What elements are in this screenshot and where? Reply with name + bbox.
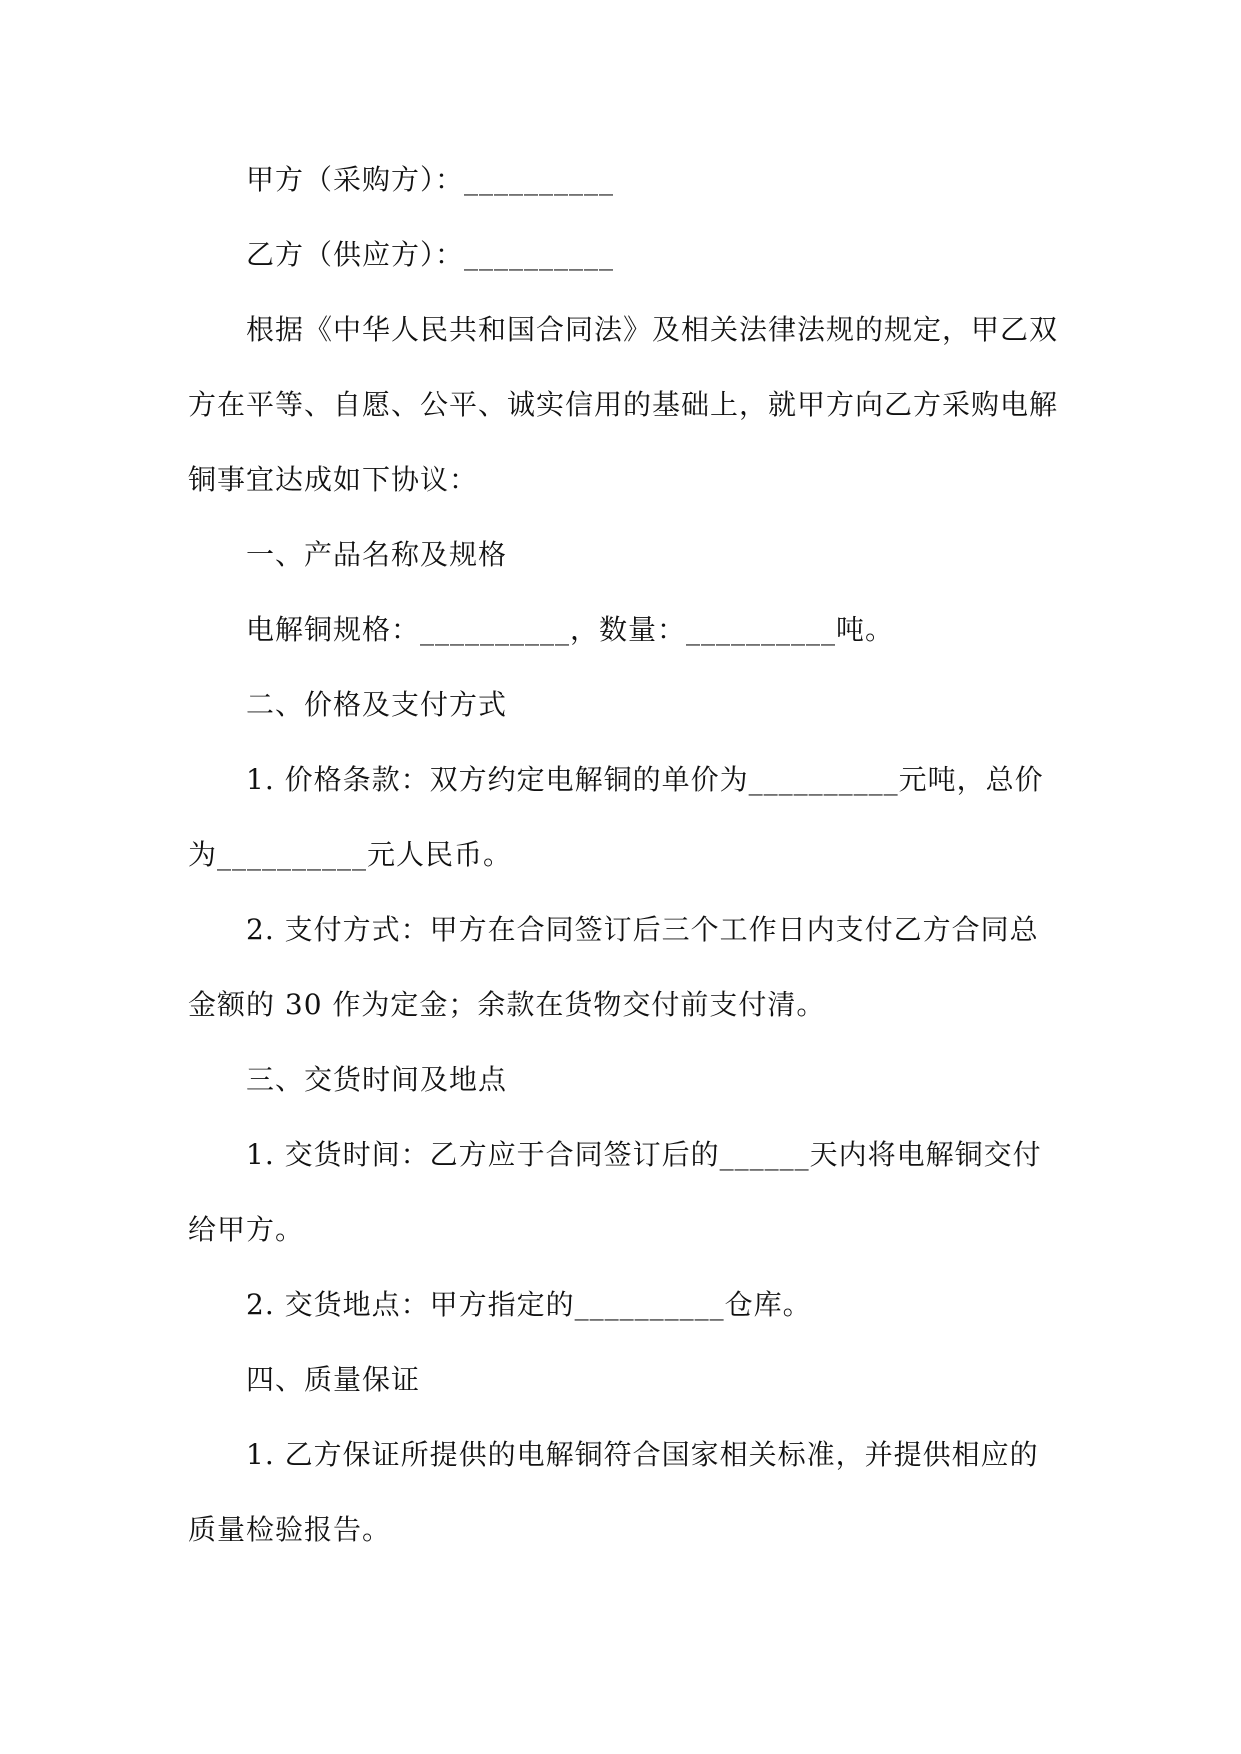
section-heading-delivery: 三、交货时间及地点 xyxy=(246,1063,508,1096)
party-a-line: 甲方（采购方）：__________ xyxy=(246,163,615,196)
section-heading-product: 一、产品名称及规格 xyxy=(246,538,508,571)
product-spec-line: 电解铜规格：__________，数量：__________吨。 xyxy=(246,613,895,646)
section-heading-price: 二、价格及支付方式 xyxy=(246,688,508,721)
payment-method-paragraph: 2. 支付方式：甲方在合同签订后三个工作日内支付乙方合同总金额的 30 作为定金；余款在货物交付前支付清。 xyxy=(188,913,1039,1021)
preamble-paragraph: 根据《中华人民共和国合同法》及相关法律法规的规定，甲乙双方在平等、自愿、公平、诚实信用的基础上，就甲方向乙方采购电解铜事宜达成如下协议： xyxy=(188,313,1059,496)
document-body xyxy=(188,142,1058,1567)
delivery-time-paragraph: 1. 交货时间：乙方应于合同签订后的______天内将电解铜交付给甲方。 xyxy=(188,1138,1042,1246)
price-clause-paragraph: 1. 价格条款：双方约定电解铜的单价为__________元吨，总价为__________元人民币。 xyxy=(188,763,1044,871)
delivery-location-line: 2. 交货地点：甲方指定的__________仓库。 xyxy=(246,1288,812,1321)
quality-guarantee-paragraph: 1. 乙方保证所提供的电解铜符合国家相关标准，并提供相应的质量检验报告。 xyxy=(188,1438,1039,1546)
section-heading-quality: 四、质量保证 xyxy=(246,1363,421,1396)
party-b-line: 乙方（供应方）：__________ xyxy=(246,238,615,271)
